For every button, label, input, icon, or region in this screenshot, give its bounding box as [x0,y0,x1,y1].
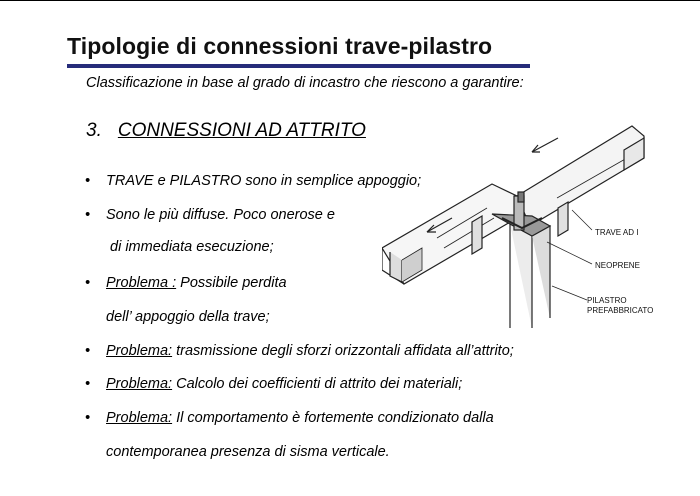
section-number: 3. [86,120,102,141]
title-underline-rule [67,64,530,68]
bullet-text-5 [106,376,462,392]
bullet-marker: • [85,207,91,223]
problem-text: Possibile perdita [176,275,287,291]
problem-text: trasmissione degli sforzi orizzontali affidata all’attrito; [172,343,514,359]
slide-subtitle: Classificazione in base al grado di incastro che riescono a garantire: [86,75,524,91]
problem-label: Problema : [106,275,177,291]
label-prefabbricato: PREFABBRICATO [587,306,654,315]
problem-label: Problema: [106,410,173,426]
bullet-text-6-cont: contemporanea presenza di sisma verticale. [106,444,390,460]
problem-text: Il comportamento è fortemente condizionato dalla [172,410,494,426]
bullet-text-3 [106,275,287,291]
bullet-marker: • [85,376,91,392]
bullet-text-1: TRAVE e PILASTRO sono in semplice appoggio; [106,173,422,189]
bullet-text-2-cont: di immediata esecuzione; [110,239,274,255]
label-neoprene: NEOPRENE [595,261,640,270]
section-title: CONNESSIONI AD ATTRITO [117,120,366,141]
section-heading [86,120,366,142]
bullet-text-6 [106,410,494,426]
problem-label: Problema: [106,343,173,359]
label-pilastro: PILASTRO [587,296,627,305]
top-border [0,0,700,1]
connection-illustration [382,118,654,330]
bullet-text-2: Sono le più diffuse. Poco onerose e [106,207,335,223]
slide-title: Tipologie di connessioni trave-pilastro [67,33,493,59]
bullet-text-3-cont: dell’ appoggio della trave; [106,309,270,325]
label-trave: TRAVE AD I [595,228,639,237]
bullet-marker: • [85,343,91,359]
bullet-marker: • [85,410,91,426]
bullet-marker: • [85,173,91,189]
problem-label: Problema: [106,376,173,392]
bullet-text-4 [106,343,514,359]
bullet-marker: • [85,275,91,291]
problem-text: Calcolo dei coefficienti di attrito dei materiali; [172,376,463,392]
